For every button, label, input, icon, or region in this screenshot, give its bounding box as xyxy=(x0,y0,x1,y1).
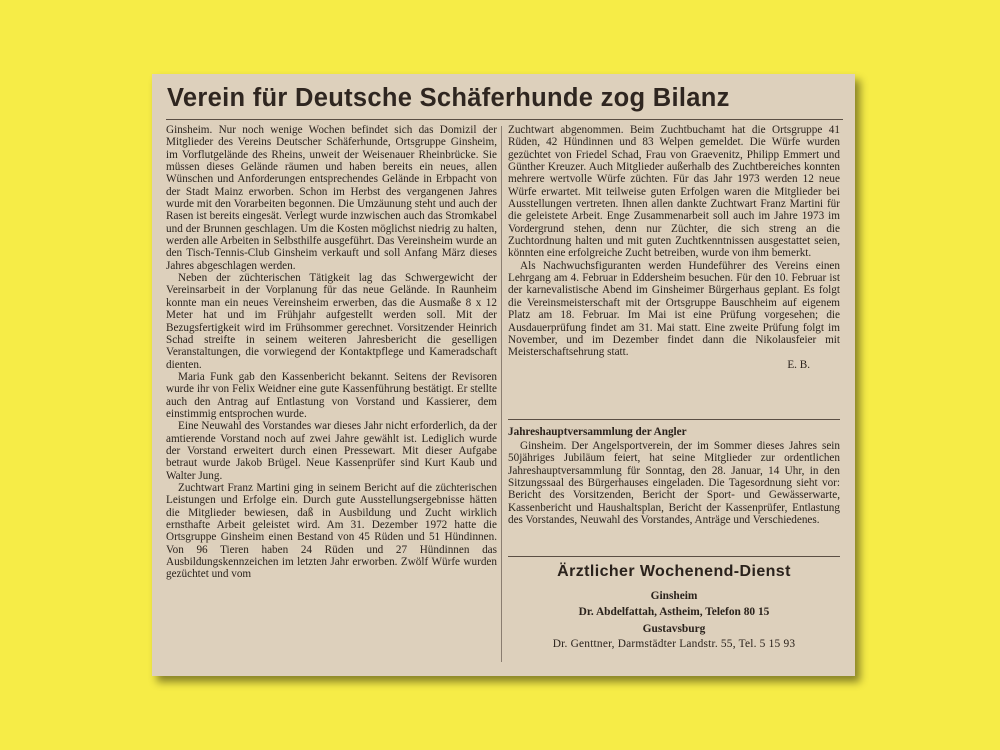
section-divider xyxy=(508,556,840,557)
paragraph: Ginsheim. Nur noch wenige Wochen befindet sich das Domizil der Mitglieder des Vereins Deutscher Schäferhunde, Ortsgruppe Ginsheim, im Vorflutgelände des Rheins, unweit der Weisenauer Rheinbrücke. Sie müssen dieses Gelände räumen und haben bereits ein neues, allen Wünschen und Anforderungen entsprechendes Gelände in Erbpacht von der Stadt Mainz erworben. Schon im Herbst des vergangenen Jahres wurde mit den Vorarbeiten begonnen. Die Umzäunung steht und auch der Rasen ist bereits eingesät. Verlegt wurde inzwischen auch das Stromkabel und der Brunnen geschlagen. Um die Kosten möglichst niedrig zu halten, werden alle Arbeiten in Selbsthilfe ausgeführt. Das Vereinsheim wurde an den Tisch-Tennis-Club Ginsheim verkauft und soll Anfang März dieses Jahres abgeschlagen werden. xyxy=(166,124,497,272)
headline-rule xyxy=(166,119,843,120)
paragraph: Eine Neuwahl des Vorstandes war dieses Jahr nicht erforderlich, da der amtierende Vorstand noch auf zwei Jahre gewählt ist. Lediglich wurde der Vorstand erweitert durch einen Pressewart. Mit dieser Aufgabe betraut wurde Jakob Brügel. Neue Kassenprüfer sind Kurt Kaub und Walter Jung. xyxy=(166,420,497,482)
right-column xyxy=(508,124,840,371)
angler-headline: Jahreshauptversammlung der Angler xyxy=(508,426,687,438)
author-signature: E. B. xyxy=(787,358,810,371)
doctor-ginsheim: Dr. Abdelfattah, Astheim, Telefon 80 15 xyxy=(578,606,770,618)
left-column xyxy=(166,124,497,581)
paragraph: Zuchtwart abgenommen. Beim Zuchtbuchamt hat die Ortsgruppe 41 Rüden, 42 Hündinnen und 83 Welpen gemeldet. Die Würfe wurden gezüchtet von Friedel Schad, Frau von Graevenitz, Philipp Emmert und Günther Kreuzer. Auch Mitglieder außerhalb des Zuchtbereiches konnten mehrere wertvolle Würfe züchten. Für das Jahr 1973 werden 12 neue Würfe erwartet. Mit teilweise guten Erfolgen waren die Mitglieder bei Ausstellungen vertreten. Ihnen allen dankte Zuchtwart Franz Martini für die geleistete Arbeit. Enge Zusammenarbeit soll auch im Jahre 1973 im Vordergrund stehen, denn nur Züchter, die sich streng an die Zuchtordnung halten und mit guten Zuchtkenntnissen ausgestattet seien, könnten eine erfolgreiche Zucht betreiben, wurde von ihm bemerkt. xyxy=(508,124,840,260)
dienst-headline: Ärztlicher Wochenend-Dienst xyxy=(557,563,791,580)
article-headline: Verein für Deutsche Schäferhunde zog Bilanz xyxy=(167,84,730,112)
angler-article xyxy=(508,440,840,526)
paragraph: Zuchtwart Franz Martini ging in seinem Bericht auf die züchterischen Leistungen und Erfolge ein. Durch gute Ausstellungsergebnisse hätten die Mitglieder bewiesen, daß in Ausbildung und Zucht wirklich ernsthafte Arbeit geleistet wird. Am 31. Dezember 1972 hatte die Ortsgruppe Ginsheim einen Bestand von 45 Rüden und 51 Hündinnen. Von 96 Tieren haben 24 Rüden und 27 Hündinnen das Ausbildungskennzeichen im letzten Jahr erworben. Zwölf Würfe wurden gezüchtet und vom xyxy=(166,481,497,581)
paragraph: Maria Funk gab den Kassenbericht bekannt. Seitens der Revisoren wurde ihr von Felix Weidner eine gute Kassenführung bestätigt. Er stellte auch den Antrag auf Entlastung von Vorstand und Kassierer, dem einstimmig entsprochen wurde. xyxy=(166,370,497,420)
section-divider xyxy=(508,419,840,420)
town-ginsheim: Ginsheim xyxy=(650,590,698,602)
paragraph: Als Nachwuchsfiguranten werden Hundeführer des Vereins einen Lehrgang am 4. Februar in Eddersheim besuchen. Für den 10. Februar ist der karnevalistische Abend im Ginsheimer Bürgerhaus geplant. Es folgt die Vereinsmeisterschaft mit der Ortsgruppe Bauschheim auf eigenem Platz am 18. Februar. Im Mai ist eine Prüfung vorgesehen; die Ausdauerprüfung findet am 31. Mai statt. Eine zweite Prüfung folgt im November, und im Dezember findet dann die Nikolausfeier mit Meisterschaftsehrung statt. xyxy=(508,259,840,359)
newspaper-clipping xyxy=(152,74,855,676)
doctor-gustavsburg: Dr. Genttner, Darmstädter Landstr. 55, Tel. 5 15 93 xyxy=(552,638,796,650)
column-divider xyxy=(501,126,502,662)
town-gustavsburg: Gustavsburg xyxy=(642,623,706,635)
paragraph: Ginsheim. Der Angelsportverein, der im Sommer dieses Jahres sein 50jähriges Jubiläum feiert, hat seine Mitglieder zur ordentlichen Jahreshauptversammlung für Sonntag, den 28. Januar, 14 Uhr, in den Sitzungssaal des Bürgerhauses eingeladen. Die Tagesordnung sieht vor: Bericht des Vorsitzenden, Bericht der Sport- und Gewässerwarte, Kassenbericht und Haushaltsplan, Bericht der Kassenprüfer, Entlastung des Vorstandes, Neuwahl des Vorstandes, Anträge und Verschiedenes. xyxy=(508,440,840,527)
paragraph: Neben der züchterischen Tätigkeit lag das Schwergewicht der Vereinsarbeit in der Vorplanung für das neue Gelände. In Raunheim konnte man ein neues Vereinsheim erwerben, das die Ausmaße 8 x 12 Meter hat und im Frühjahr aufgestellt werden soll. Mit der Bezugsfertigkeit wird im Frühsommer gerechnet. Vorsitzender Heinrich Schad streifte in seinem weiteren Jahresbericht die geselligen Veranstaltungen, die vorwiegend der Kontaktpflege und Kameradschaft dienten. xyxy=(166,272,497,371)
